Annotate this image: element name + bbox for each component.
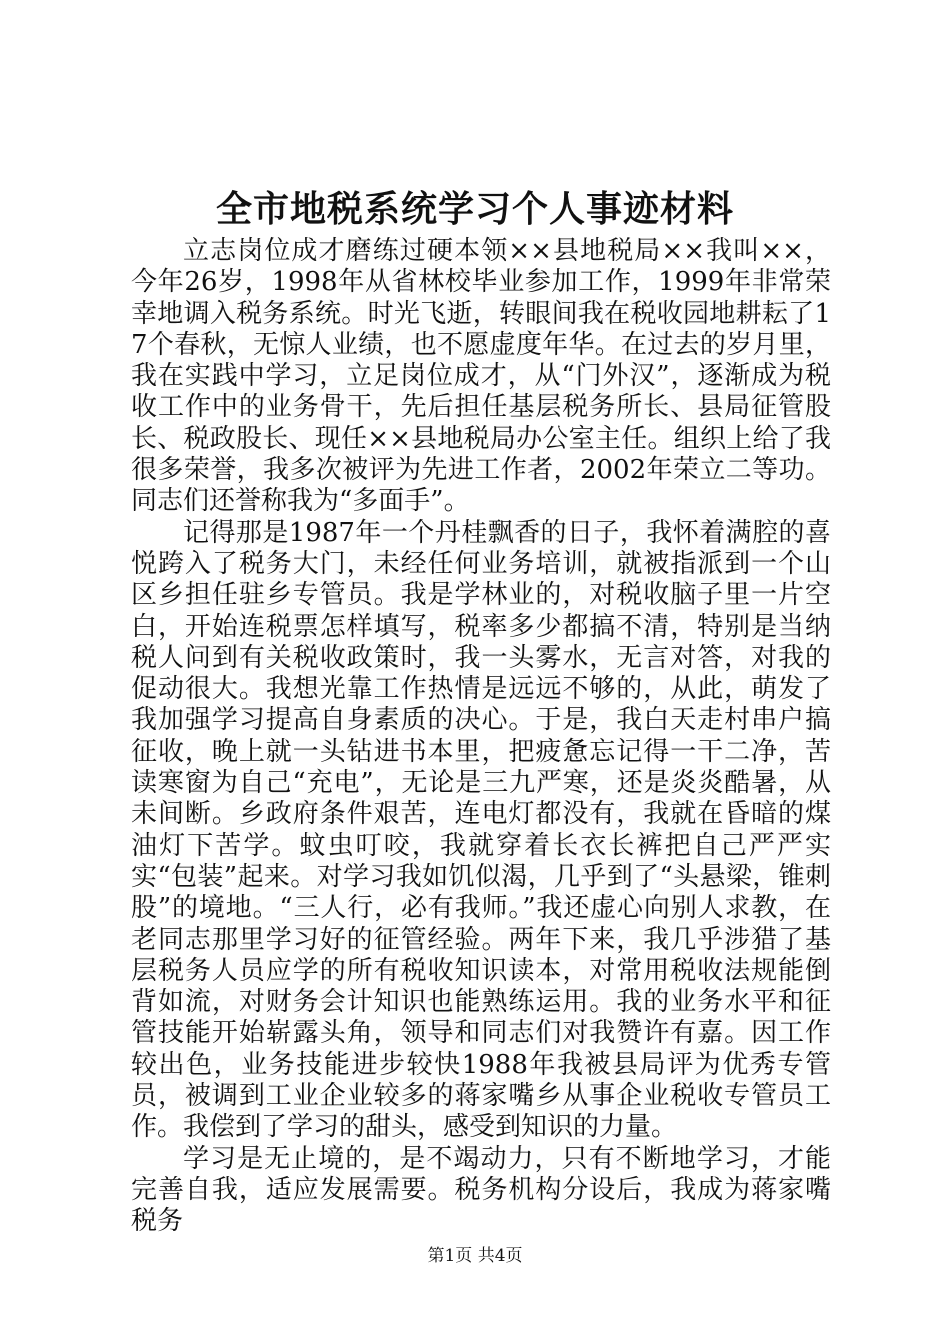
paragraph-3: 学习是无止境的，是不竭动力，只有不断地学习，才能完善自我，适应发展需要。税务机构分设后，我成为蒋家嘴税务: [131, 1143, 831, 1237]
paragraph-1: 立志岗位成才磨练过硬本领××县地税局××我叫××，今年26岁，1998年从省林校毕业参加工作，1999年非常荣幸地调入税务系统。时光飞逝，转眼间我在税收园地耕耘了17个春秋，无惊人业绩，也不愿虚度年华。在过去的岁月里，我在实践中学习，立足岗位成才，从“门外汉”，逐渐成为税收工作中的业务骨干，先后担任基层税务所长、县局征管股长、税政股长、现任××县地税局办公室主任。组织上给了我很多荣誉，我多次被评为先进工作者，2002年荣立二等功。同志们还誉称我为“多面手”。: [131, 236, 831, 517]
document-body: [131, 236, 831, 1238]
document-title: 全市地税系统学习个人事迹材料: [215, 188, 734, 230]
page-number-footer: 第1页 共4页: [427, 1246, 523, 1266]
paragraph-2: 记得那是1987年一个丹桂飘香的日子，我怀着满腔的喜悦跨入了税务大门，未经任何业务培训，就被指派到一个山区乡担任驻乡专管员。我是学林业的，对税收脑子里一片空白，开始连税票怎样填写，税率多少都搞不清，特别是当纳税人问到有关税收政策时，我一头雾水，无言对答，对我的促动很大。我想光靠工作热情是远远不够的，从此，萌发了我加强学习提高自身素质的决心。于是，我白天走村串户搞征收，晚上就一头钻进书本里，把疲惫忘记得一干二净，苦读寒窗为自己“充电”，无论是三九严寒，还是炎炎酷暑，从未间断。乡政府条件艰苦，连电灯都没有，我就在昏暗的煤油灯下苦学。蚊虫叮咬，我就穿着长衣长裤把自己严严实实“包装”起来。对学习我如饥似渴，几乎到了“头悬梁，锥刺股”的境地。“三人行，必有我师。”我还虚心向别人求教，在老同志那里学习好的征管经验。两年下来，我几乎涉猎了基层税务人员应学的所有税收知识读本，对常用税收法规能倒背如流，对财务会计知识也能熟练运用。我的业务水平和征管技能开始崭露头角，领导和同志们对我赞许有嘉。因工作较出色，业务技能进步较快1988年我被县局评为优秀专管员，被调到工业企业较多的蒋家嘴乡从事企业税收专管员工作。我偿到了学习的甜头，感受到知识的力量。: [131, 517, 831, 1143]
